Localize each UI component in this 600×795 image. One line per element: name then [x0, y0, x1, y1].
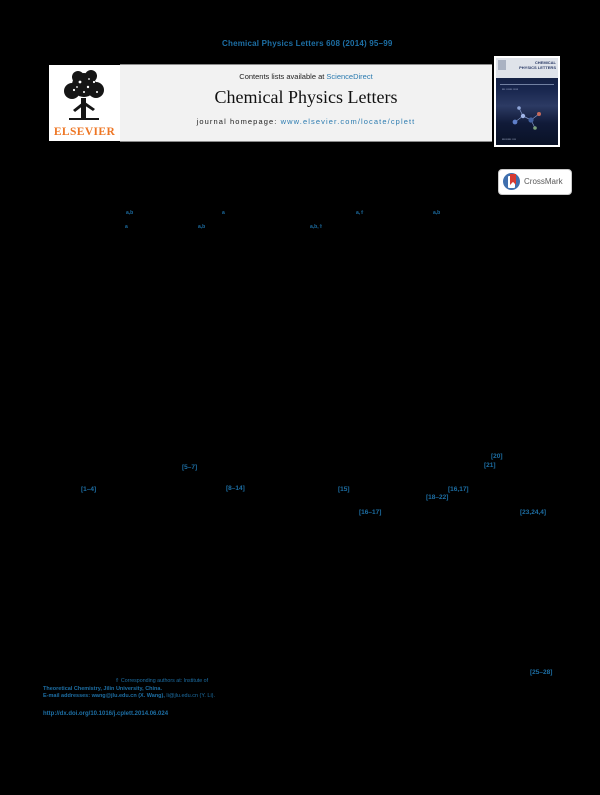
- email-links-tail[interactable]: li@jlu.edu.cn (Y. Li).: [164, 693, 216, 699]
- corresponding-author-note: ⇑ Corresponding authors at: Institute of: [115, 678, 209, 684]
- author-affiliation-mark[interactable]: a,b,⇑: [310, 224, 323, 230]
- cover-journal-title: CHEMICAL PHYSICS LETTERS: [519, 60, 556, 70]
- citation-link[interactable]: [8–14]: [226, 485, 245, 492]
- citation-link[interactable]: [20]: [491, 453, 503, 460]
- cover-subtext: ▪▪▪ ▪▪▪▪▪ ▪▪▪▪: [502, 87, 519, 91]
- author-affiliation-mark[interactable]: a,⇑: [356, 210, 365, 216]
- citation-link[interactable]: [16–17]: [359, 509, 382, 516]
- corresponding-author-address: Theoretical Chemistry, Jilin University, China.: [43, 686, 162, 692]
- sciencedirect-link[interactable]: ScienceDirect: [326, 72, 373, 81]
- author-affiliation-mark[interactable]: a,b: [433, 210, 441, 216]
- doi-link[interactable]: http://dx.doi.org/10.1016/j.cplett.2014.06.024: [43, 711, 169, 717]
- citation-link[interactable]: [15]: [338, 486, 350, 493]
- elsevier-wordmark: ELSEVIER: [53, 126, 116, 138]
- email-links[interactable]: E-mail addresses: wang@jlu.edu.cn (X. Wang),: [43, 693, 165, 699]
- citation-link[interactable]: [5–7]: [182, 464, 198, 471]
- citation-link[interactable]: [1–4]: [81, 486, 97, 493]
- running-head-citation: Chemical Physics Letters 608 (2014) 95–99: [222, 39, 393, 48]
- journal-title: Chemical Physics Letters: [214, 87, 398, 107]
- email-addresses-line[interactable]: [43, 693, 215, 699]
- homepage-url-link[interactable]: www.elsevier.com/locate/cplett: [280, 117, 416, 126]
- contents-prefix: Contents lists available at: [239, 72, 327, 81]
- homepage-prefix: journal homepage:: [196, 117, 281, 126]
- crossmark-label: CrossMark: [524, 177, 563, 186]
- citation-link[interactable]: [18–22]: [426, 494, 449, 501]
- author-affiliation-mark[interactable]: a,b: [126, 210, 134, 216]
- author-affiliation-mark[interactable]: a: [222, 210, 225, 216]
- citation-link[interactable]: [25–28]: [530, 669, 553, 676]
- citation-link[interactable]: [23,24,4]: [520, 509, 547, 516]
- cover-footer-text: ▪▪▪▪▪▪▪▪ ▪▪▪: [502, 137, 517, 141]
- citation-link[interactable]: [16,17]: [448, 486, 469, 493]
- author-affiliation-mark[interactable]: a,b: [198, 224, 206, 230]
- author-affiliation-mark[interactable]: a: [125, 224, 128, 230]
- citation-link[interactable]: [21]: [484, 462, 496, 469]
